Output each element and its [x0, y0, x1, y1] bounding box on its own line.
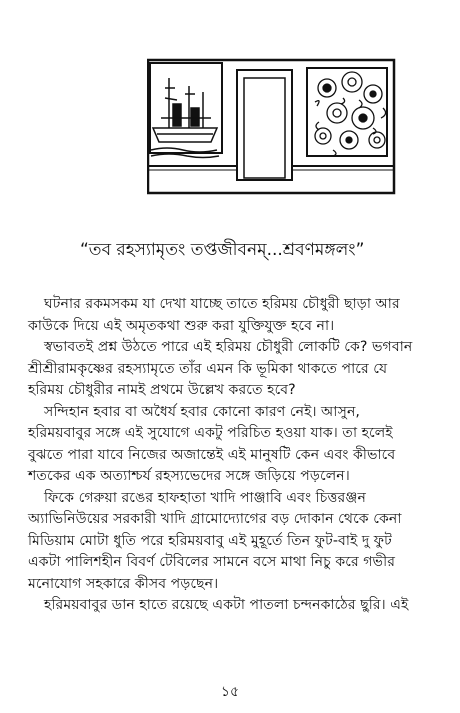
paragraph: ফিকে গেরুয়া রঙের হাফহাতা খাদি পাঞ্জাবি এবং চিত্তরঞ্জন অ্যাভিনিউয়ের সরকারী খাদি গ্রামোদ্যোগের বড় দোকান থেকে কেনা মিডিয়াম মোটা ধুতি পরে হরিময়বাবু এই মুহূর্তে তিন ফুট-বাই দু ফুট একটা পালিশহীন বিবর্ণ টেবিলের সামনে বসে মাথা নিচু করে গভীর মনোযোগ সহকারে কীসব পড়ছেন। — [28, 489, 402, 592]
paragraph: ঘটনার রকমসকম যা দেখা যাচ্ছে তাতে হরিময় চৌধুরী ছাড়া আর কাউকে দিয়ে এই অমৃতকথা শুরু করা যুক্তিযুক্ত হবে না। — [28, 296, 400, 334]
page-number: ১৫ — [220, 684, 240, 700]
illustration-drawing — [147, 58, 397, 198]
paragraph: স্বভাবতই প্রশ্ন উঠতে পারে এই হরিময় চৌধুরী লোকটি কে? ভগবান শ্রীশ্রীরামকৃষ্ণের রহস্যামৃতে তাঁর এমন কি ভূমিকা থাকতে পারে যে হরিময় চৌধুরীর নামই প্রথমে উল্লেখ করতে হবে? — [28, 339, 413, 398]
paragraph: হরিময়বাবুর ডান হাতে রয়েছে একটা পাতলা চন্দনকাঠের ছুরি। এই — [44, 597, 409, 613]
body-text — [28, 294, 440, 617]
chapter-epigraph: “তব রহস্যামৃতং তপ্তজীবনম্...শ্রবণমঙ্গলং” — [80, 240, 365, 260]
chapter-illustration — [147, 58, 397, 198]
paragraph: সন্দিহান হবার বা অধৈর্য হবার কোনো কারণ নেই। আসুন, হরিময়বাবুর সঙ্গে এই সুযোগে একটু পরিচিত হওয়া যাক। তা হলেই বুঝতে পারা যাবে নিজের অজান্তেই এই মানুষটি কেন এবং কীভাবে শতকের এক অত্যাশ্চর্য রহস্যভেদের সঙ্গে জড়িয়ে পড়লেন। — [28, 403, 396, 484]
